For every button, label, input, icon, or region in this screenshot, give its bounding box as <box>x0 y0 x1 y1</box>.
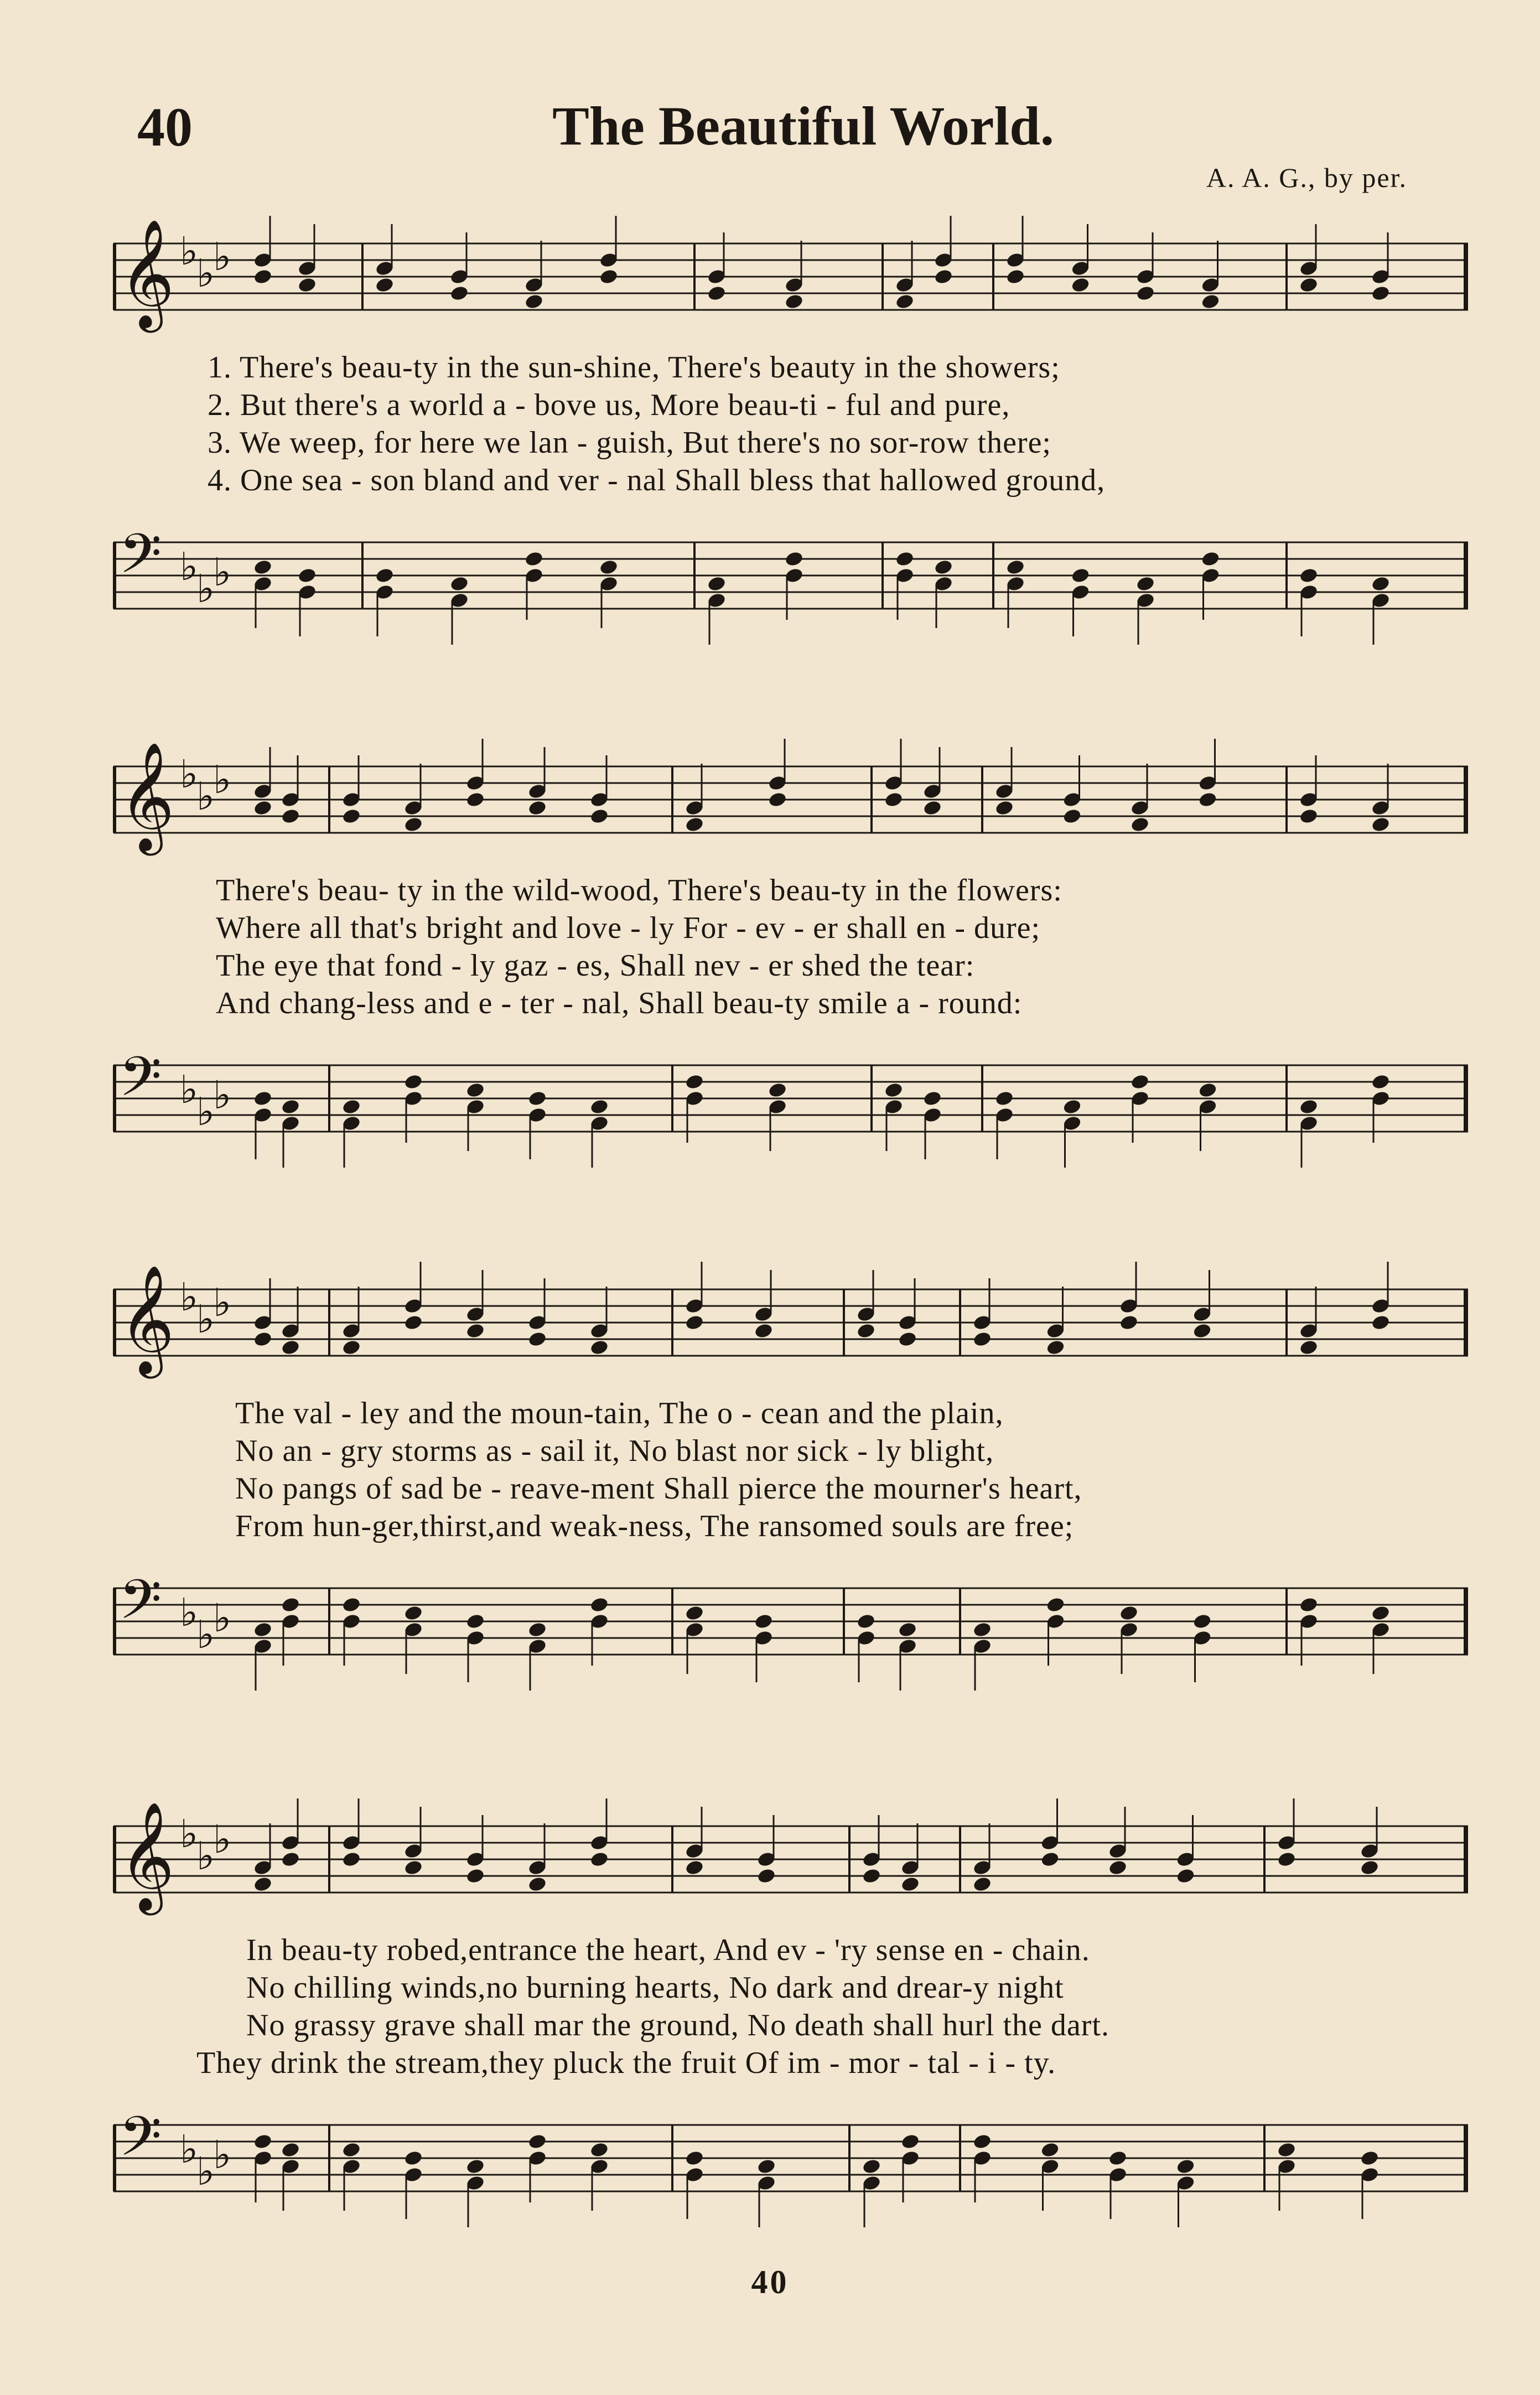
note-head <box>1277 2142 1297 2159</box>
flat-icon: ♭ <box>180 1274 199 1320</box>
note-head <box>1040 2142 1060 2159</box>
flat-icon: ♭ <box>213 1280 232 1325</box>
note-head <box>685 816 704 833</box>
note-head <box>281 1596 300 1614</box>
note-head <box>527 1090 547 1107</box>
footer-page-number: 40 <box>751 2264 789 2300</box>
note-head <box>589 1098 609 1116</box>
note-head <box>281 1098 300 1116</box>
note-head <box>403 816 423 833</box>
flat-icon: ♭ <box>196 1297 215 1342</box>
lyric-line: No grassy grave shall mar the ground, No death shall hurl the dart. <box>246 2008 1109 2043</box>
note-head <box>1046 1339 1066 1356</box>
lyric-line: In beau-ty robed,entrance the heart, And ev - 'ry sense en - chain. <box>246 1933 1090 1967</box>
page-number: 40 <box>137 96 193 158</box>
note-head <box>253 800 273 817</box>
treble-staff <box>113 1256 1468 1411</box>
note-head <box>1135 285 1155 302</box>
flat-icon: ♭ <box>196 251 215 296</box>
note-head <box>599 268 619 286</box>
note-head <box>784 551 804 568</box>
note-head <box>1119 1605 1139 1622</box>
note-head <box>375 277 395 294</box>
note-head <box>1176 2158 1196 2175</box>
note-head <box>1201 293 1221 310</box>
note-head <box>685 1605 704 1622</box>
lyric-line: 3. We weep, for here we lan - guish, But there's no sor-row there; <box>208 426 1051 460</box>
lyric-line: The eye that fond - ly gaz - es, Shall nev - er shed the tear: <box>216 948 975 983</box>
note-head <box>341 1851 361 1868</box>
note-head <box>994 1090 1014 1107</box>
note-head <box>898 1331 917 1348</box>
lyric-line: There's beau- ty in the wild-wood, There's beau-ty in the flowers: <box>216 873 1062 908</box>
note-head <box>465 1613 485 1630</box>
note-head <box>1299 277 1319 294</box>
flat-icon: ♭ <box>196 1089 215 1134</box>
note-head <box>895 551 915 568</box>
lyric-line: Where all that's bright and love - ly For - ev - er shall en - dure; <box>216 911 1041 945</box>
flat-icon: ♭ <box>213 234 232 279</box>
note-head <box>589 1596 609 1614</box>
note-head <box>1040 1851 1060 1868</box>
note-head <box>449 285 469 302</box>
note-head <box>934 559 953 576</box>
bass-staff <box>113 1032 1468 1187</box>
treble-clef-icon: 𝄞 <box>119 219 175 328</box>
note-head <box>403 1074 423 1091</box>
note-head <box>589 1339 609 1356</box>
note-head <box>756 2158 776 2175</box>
note-head <box>403 1314 423 1331</box>
note-head <box>341 2142 361 2159</box>
lyric-line: 4. One sea - son bland and ver - nal Shall bless that hallowed ground, <box>208 463 1106 497</box>
note-head <box>253 268 273 286</box>
note-head <box>465 791 485 808</box>
treble-staff <box>113 210 1468 365</box>
bass-staff <box>113 509 1468 664</box>
note-head <box>1071 277 1091 294</box>
note-head <box>856 1613 876 1630</box>
note-head <box>972 1331 992 1348</box>
note-head <box>934 268 953 286</box>
flat-icon: ♭ <box>180 544 199 589</box>
note-head <box>341 1339 361 1356</box>
note-head <box>253 1090 273 1107</box>
note-head <box>524 551 544 568</box>
note-head <box>972 1876 992 1893</box>
note-head <box>1371 576 1391 593</box>
note-head <box>1299 1596 1319 1614</box>
note-head <box>895 293 915 310</box>
note-head <box>900 1876 920 1893</box>
note-head <box>281 1339 300 1356</box>
note-head <box>768 1082 787 1099</box>
note-head <box>1130 1074 1150 1091</box>
note-head <box>1299 808 1319 825</box>
note-head <box>862 1868 882 1885</box>
flat-icon: ♭ <box>213 1817 232 1862</box>
flat-icon: ♭ <box>180 751 199 797</box>
note-head <box>1360 2150 1380 2167</box>
bass-clef-icon: 𝄢 <box>119 522 162 599</box>
note-head <box>1277 1851 1297 1868</box>
hymn-title: The Beautiful World. <box>552 95 1054 157</box>
bass-clef-icon: 𝄢 <box>119 1568 162 1645</box>
flat-icon: ♭ <box>213 2132 232 2178</box>
note-head <box>884 791 904 808</box>
note-head <box>253 1876 273 1893</box>
bass-staff <box>113 1555 1468 1710</box>
note-head <box>1201 551 1221 568</box>
flat-icon: ♭ <box>180 1067 199 1112</box>
note-head <box>784 293 804 310</box>
note-head <box>754 1613 774 1630</box>
note-head <box>685 1314 704 1331</box>
lyric-line: The val - ley and the moun-tain, The o - cean and the plain, <box>235 1396 1004 1430</box>
note-head <box>922 1090 942 1107</box>
note-head <box>1360 1859 1380 1876</box>
flat-icon: ♭ <box>213 757 232 802</box>
note-head <box>253 2133 273 2150</box>
note-head <box>1071 567 1091 584</box>
note-head <box>922 800 942 817</box>
lyric-line: They drink the stream,they pluck the fruit Of im - mor - tal - i - ty. <box>196 2046 1056 2080</box>
note-head <box>465 1323 485 1340</box>
note-head <box>1371 1314 1391 1331</box>
note-head <box>685 1074 704 1091</box>
note-head <box>1062 1098 1082 1116</box>
note-head <box>685 1859 704 1876</box>
note-head <box>756 1868 776 1885</box>
note-head <box>341 1596 361 1614</box>
note-head <box>898 1621 917 1639</box>
note-head <box>253 1331 273 1348</box>
note-head <box>1371 1074 1391 1091</box>
note-head <box>1108 2150 1128 2167</box>
flat-icon: ♭ <box>213 549 232 595</box>
bass-staff <box>113 2092 1468 2247</box>
note-head <box>994 800 1014 817</box>
note-head <box>589 808 609 825</box>
note-head <box>524 293 544 310</box>
note-head <box>527 1331 547 1348</box>
flat-icon: ♭ <box>196 566 215 611</box>
note-head <box>1192 1323 1212 1340</box>
note-head <box>707 576 727 593</box>
note-head <box>1198 791 1218 808</box>
note-head <box>1192 1613 1212 1630</box>
note-head <box>403 1859 423 1876</box>
lyric-line: No chilling winds,no burning hearts, No dark and drear-y night <box>246 1971 1064 2005</box>
note-head <box>1130 816 1150 833</box>
flat-icon: ♭ <box>213 1072 232 1118</box>
note-head <box>403 1605 423 1622</box>
note-head <box>341 1098 361 1116</box>
bass-clef-icon: 𝄢 <box>119 1045 162 1122</box>
flat-icon: ♭ <box>196 1612 215 1657</box>
note-head <box>1135 576 1155 593</box>
flat-icon: ♭ <box>196 774 215 819</box>
flat-icon: ♭ <box>180 1590 199 1635</box>
lyric-line: No an - gry storms as - sail it, No blast nor sick - ly blight, <box>235 1434 994 1468</box>
note-head <box>1299 1098 1319 1116</box>
lyric-line: From hun-ger,thirst,and weak-ness, The ransomed souls are free; <box>235 1509 1074 1543</box>
note-head <box>281 1851 300 1868</box>
flat-icon: ♭ <box>196 1833 215 1879</box>
treble-clef-icon: 𝄞 <box>119 1801 175 1911</box>
note-head <box>297 567 317 584</box>
note-head <box>862 2158 882 2175</box>
attribution: A. A. G., by per. <box>1206 162 1407 193</box>
treble-staff <box>113 733 1468 888</box>
note-head <box>465 1082 485 1099</box>
note-head <box>1198 1082 1218 1099</box>
note-head <box>1371 1605 1391 1622</box>
note-head <box>341 808 361 825</box>
note-head <box>754 1323 774 1340</box>
note-head <box>1371 285 1391 302</box>
note-head <box>884 1082 904 1099</box>
lyric-line: 1. There's beau-ty in the sun-shine, There's beauty in the showers; <box>208 350 1060 385</box>
note-head <box>253 1621 273 1639</box>
note-head <box>1371 816 1391 833</box>
note-head <box>527 800 547 817</box>
lyric-line: 2. But there's a world a - bove us, More beau-ti - ful and pure, <box>208 388 1010 422</box>
note-head <box>281 2142 300 2159</box>
flat-icon: ♭ <box>213 1595 232 1641</box>
note-head <box>599 559 619 576</box>
note-head <box>449 576 469 593</box>
note-head <box>281 808 300 825</box>
note-head <box>900 2133 920 2150</box>
note-head <box>1119 1314 1139 1331</box>
note-head <box>685 2150 704 2167</box>
treble-clef-icon: 𝄞 <box>119 1264 175 1374</box>
note-head <box>375 567 395 584</box>
note-head <box>527 2133 547 2150</box>
lyric-line: No pangs of sad be - reave-ment Shall pierce the mourner's heart, <box>235 1471 1082 1506</box>
note-head <box>1176 1868 1196 1885</box>
note-head <box>527 1876 547 1893</box>
note-head <box>1062 808 1082 825</box>
note-head <box>1299 567 1319 584</box>
note-head <box>297 277 317 294</box>
note-head <box>972 2133 992 2150</box>
note-head <box>707 285 727 302</box>
note-head <box>768 791 787 808</box>
flat-icon: ♭ <box>196 2149 215 2194</box>
note-head <box>1046 1596 1066 1614</box>
note-head <box>1005 268 1025 286</box>
treble-clef-icon: 𝄞 <box>119 742 175 851</box>
note-head <box>589 1851 609 1868</box>
note-head <box>589 2142 609 2159</box>
lyric-line: And chang-less and e - ter - nal, Shall beau-ty smile a - round: <box>216 986 1023 1020</box>
note-head <box>465 2158 485 2175</box>
flat-icon: ♭ <box>180 2127 199 2172</box>
flat-icon: ♭ <box>180 1811 199 1857</box>
note-head <box>527 1621 547 1639</box>
note-head <box>465 1868 485 1885</box>
note-head <box>403 2150 423 2167</box>
bass-clef-icon: 𝄢 <box>119 2105 162 2182</box>
flat-icon: ♭ <box>180 229 199 274</box>
note-head <box>856 1323 876 1340</box>
note-head <box>1005 559 1025 576</box>
note-head <box>972 1621 992 1639</box>
note-head <box>1108 1859 1128 1876</box>
note-head <box>253 559 273 576</box>
note-head <box>1299 1339 1319 1356</box>
treble-staff <box>113 1793 1468 1948</box>
